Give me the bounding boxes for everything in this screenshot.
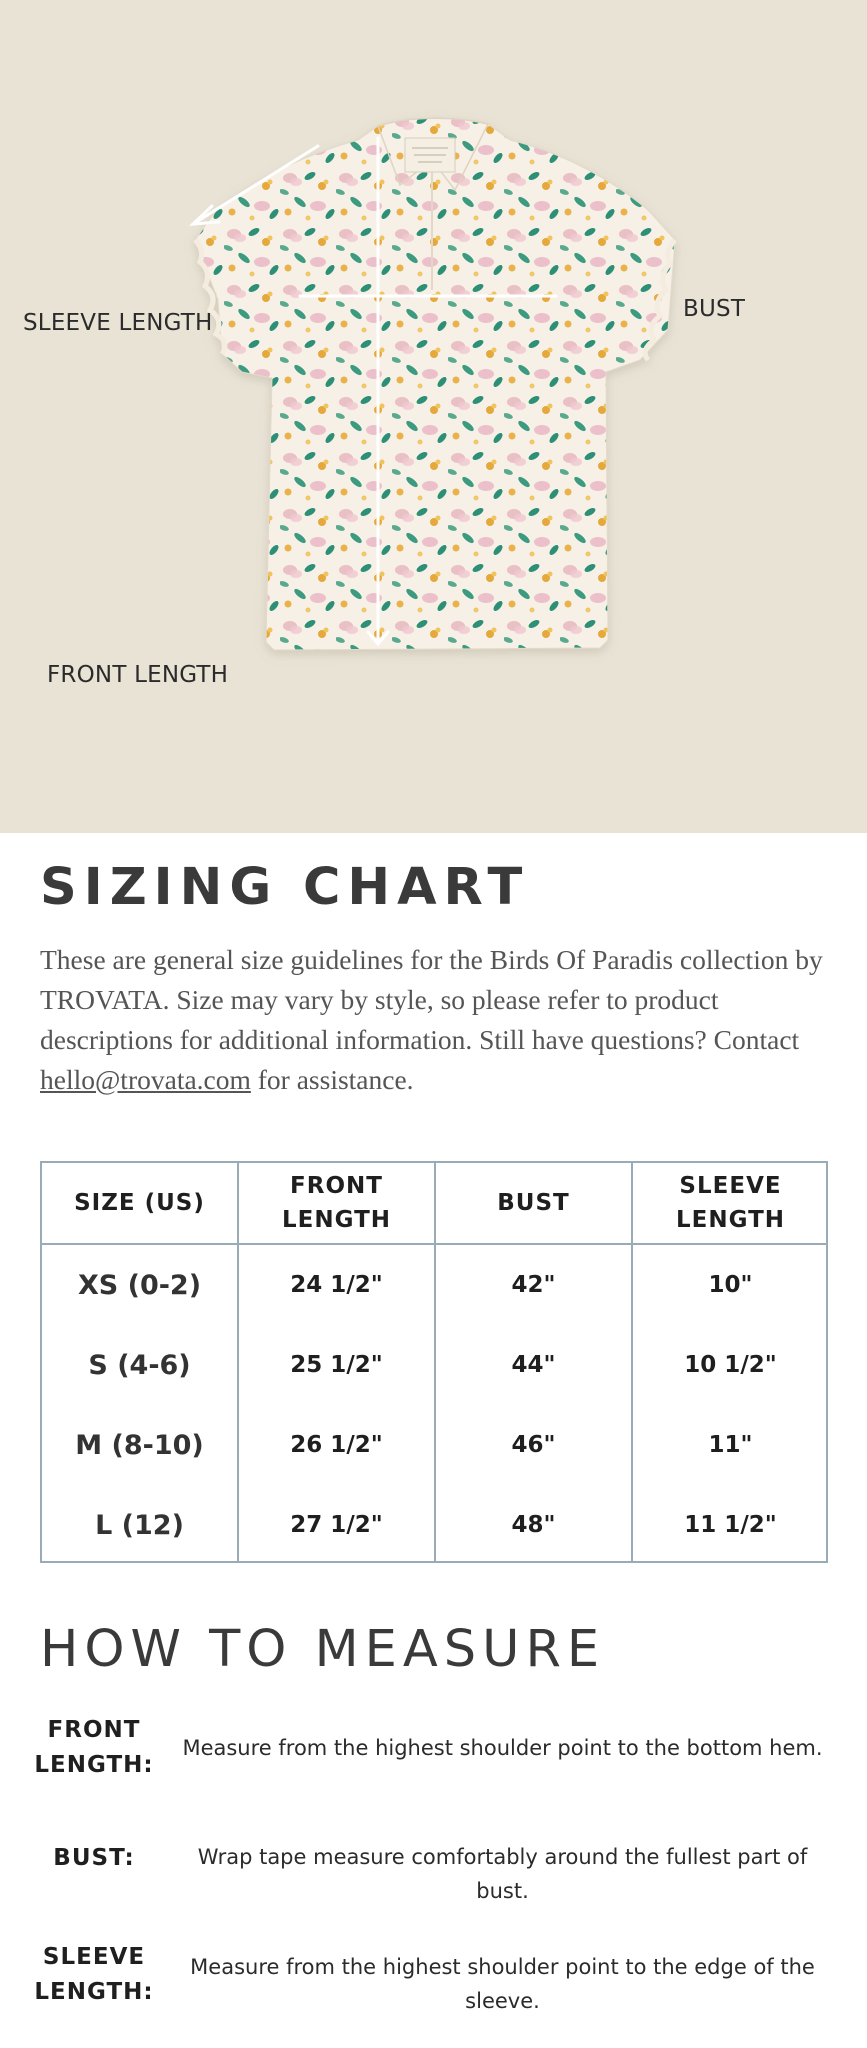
- bust-cell: 48": [511, 1512, 556, 1538]
- intro-text-end: for assistance.: [250, 1064, 414, 1095]
- header-bust: BUST: [497, 1190, 570, 1216]
- measure-term-bust: BUST:: [53, 1845, 135, 1871]
- front-length-label: FRONT LENGTH: [47, 662, 229, 688]
- header-front-length: FRONT LENGTH: [281, 1173, 392, 1233]
- intro-text: These are general size guidelines for the Birds Of Paradis collection by TROVATA. Size may vary by style, so please refer to product descriptions for additional information. Still have questions? Contact: [40, 944, 823, 1055]
- product-hero: [0, 0, 867, 833]
- sleeve-length-cell: 10 1/2": [684, 1352, 777, 1378]
- size-table: [40, 1161, 828, 1563]
- sizing-intro: [40, 940, 840, 1100]
- blouse-image: [0, 0, 867, 833]
- front-length-cell: 24 1/2": [290, 1272, 383, 1298]
- contact-email-link[interactable]: hello@trovata.com: [40, 1064, 251, 1095]
- measure-term-sleeve-length: SLEEVE LENGTH:: [34, 1944, 154, 2005]
- measure-term-front-length: FRONT LENGTH:: [34, 1717, 154, 1778]
- how-to-measure-title: HOW TO MEASURE: [40, 1620, 606, 1679]
- bust-cell: 44": [511, 1352, 556, 1378]
- sleeve-length-cell: 11 1/2": [684, 1512, 777, 1538]
- bust-cell: 42": [511, 1272, 556, 1298]
- size-cell: M (8-10): [75, 1429, 204, 1461]
- front-length-cell: 27 1/2": [290, 1512, 383, 1538]
- measure-desc-front-length: Measure from the highest shoulder point to the bottom hem.: [182, 1736, 823, 1760]
- bust-cell: 46": [511, 1432, 556, 1458]
- sleeve-length-cell: 11": [708, 1432, 753, 1458]
- size-cell: L (12): [95, 1509, 184, 1541]
- header-size: SIZE (US): [74, 1190, 205, 1216]
- sleeve-length-cell: 10": [708, 1272, 753, 1298]
- bust-label: BUST: [683, 296, 746, 322]
- front-length-cell: 26 1/2": [290, 1432, 383, 1458]
- measure-desc-sleeve-length: Measure from the highest shoulder point to the edge of the sleeve.: [190, 1955, 815, 2013]
- sleeve-length-label: SLEEVE LENGTH: [23, 310, 213, 336]
- measure-desc-bust: Wrap tape measure comfortably around the fullest part of bust.: [197, 1845, 808, 1903]
- front-length-cell: 25 1/2": [290, 1352, 383, 1378]
- header-sleeve-length: SLEEVE LENGTH: [675, 1173, 786, 1233]
- sizing-chart-title: SIZING CHART: [40, 858, 530, 917]
- size-cell: S (4-6): [88, 1349, 191, 1381]
- size-cell: XS (0-2): [77, 1269, 202, 1301]
